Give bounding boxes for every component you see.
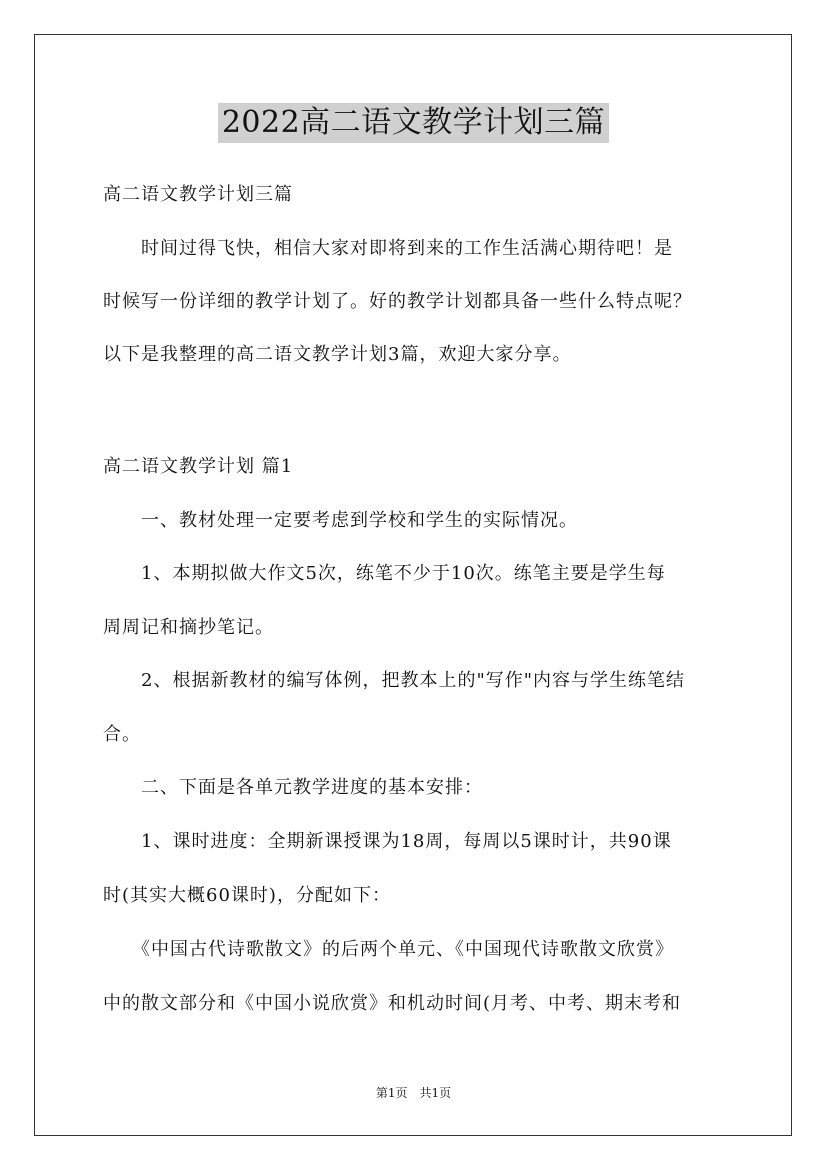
section-heading: 高二语文教学计划 篇1: [103, 456, 294, 477]
body-line: 合。: [103, 724, 141, 745]
body-line: 二、下面是各单元教学进度的基本安排：: [103, 777, 483, 798]
document-subtitle: 高二语文教学计划三篇: [103, 184, 293, 205]
body-line: 2、根据新教材的编写体例，把教本上的"写作"内容与学生练笔结: [103, 670, 686, 691]
document-title: 2022高二语文教学计划三篇: [218, 103, 609, 143]
body-line: 一、教材处理一定要考虑到学校和学生的实际情况。: [103, 510, 578, 531]
body-line: 时间过得飞快，相信大家对即将到来的工作生活满心期待吧！是: [103, 238, 673, 259]
page-footer: 第1页 共1页: [375, 1086, 452, 1100]
title-wrapper: [0, 103, 827, 143]
body-line: 周周记和摘抄笔记。: [103, 617, 274, 638]
body-line: 以下是我整理的高二语文教学计划3篇，欢迎大家分享。: [103, 344, 572, 365]
body-line: 1、本期拟做大作文5次，练笔不少于10次。练笔主要是学生每: [103, 563, 666, 584]
body-line: 1、课时进度：全期新课授课为18周，每周以5课时计，共90课: [103, 831, 672, 852]
body-line: 时候写一份详细的教学计划了。好的教学计划都具备一些什么特点呢？: [103, 291, 692, 312]
body-line: 时(其实大概60课时)，分配如下：: [103, 885, 391, 906]
body-line: 中的散文部分和《中国小说欣赏》和机动时间(月考、中考、期末考和: [103, 993, 682, 1014]
body-line: 《中国古代诗歌散文》的后两个单元、《中国现代诗歌散文欣赏》: [103, 939, 674, 960]
